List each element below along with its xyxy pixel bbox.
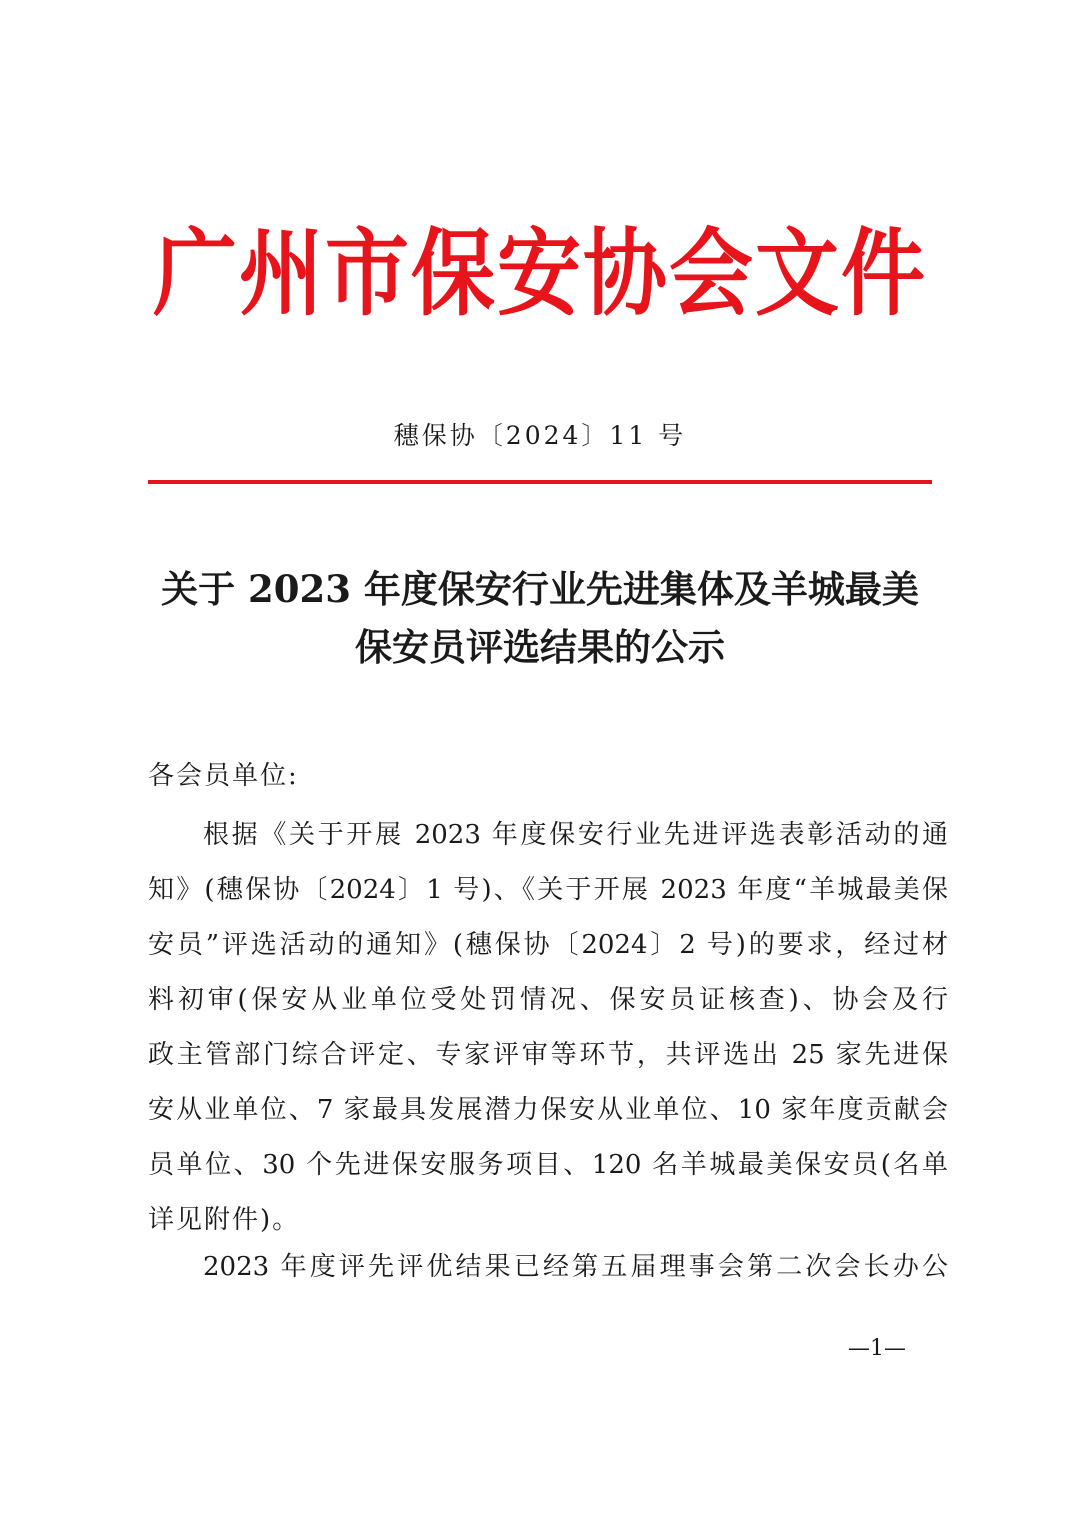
paragraph-line: 安员”评选活动的通知》(穗保协〔2024〕2 号)的要求，经过材 <box>148 930 948 960</box>
paragraph-line: 根据《关于开展 2023 年度保安行业先进评选表彰活动的通 <box>203 820 948 850</box>
paragraph-line: 知》(穗保协〔2024〕1 号)、《关于开展 2023 年度“羊城最美保 <box>148 875 948 905</box>
title-line-1: 关于 2023 年度保安行业先进集体及羊城最美 <box>161 567 919 611</box>
document-title <box>110 560 970 676</box>
paragraph-line: 2023 年度评先评优结果已经第五届理事会第二次会长办公 <box>203 1252 948 1282</box>
title-line-2: 保安员评选结果的公示 <box>355 625 725 669</box>
body-paragraph-1 <box>148 808 948 1248</box>
paragraph-line: 安从业单位、7 家最具发展潜力保安从业单位、10 家年度贡献会 <box>148 1095 948 1125</box>
paragraph-line: 政主管部门综合评定、专家评审等环节，共评选出 25 家先进保 <box>148 1040 948 1070</box>
document-number: 穗保协〔2024〕11 号 <box>393 421 687 450</box>
body-paragraph-2 <box>148 1240 948 1295</box>
salutation: 各会员单位: <box>148 761 299 791</box>
paragraph-line: 详见附件)。 <box>148 1205 301 1235</box>
org-masthead-title: 广州市保安协会文件 <box>152 218 927 329</box>
page-number: —1— <box>848 1336 906 1361</box>
paragraph-line: 料初审(保安从业单位受处罚情况、保安员证核查)、协会及行 <box>148 985 948 1015</box>
paragraph-line: 员单位、30 个先进保安服务项目、120 名羊城最美保安员(名单 <box>148 1150 948 1180</box>
red-divider-line <box>148 480 932 484</box>
